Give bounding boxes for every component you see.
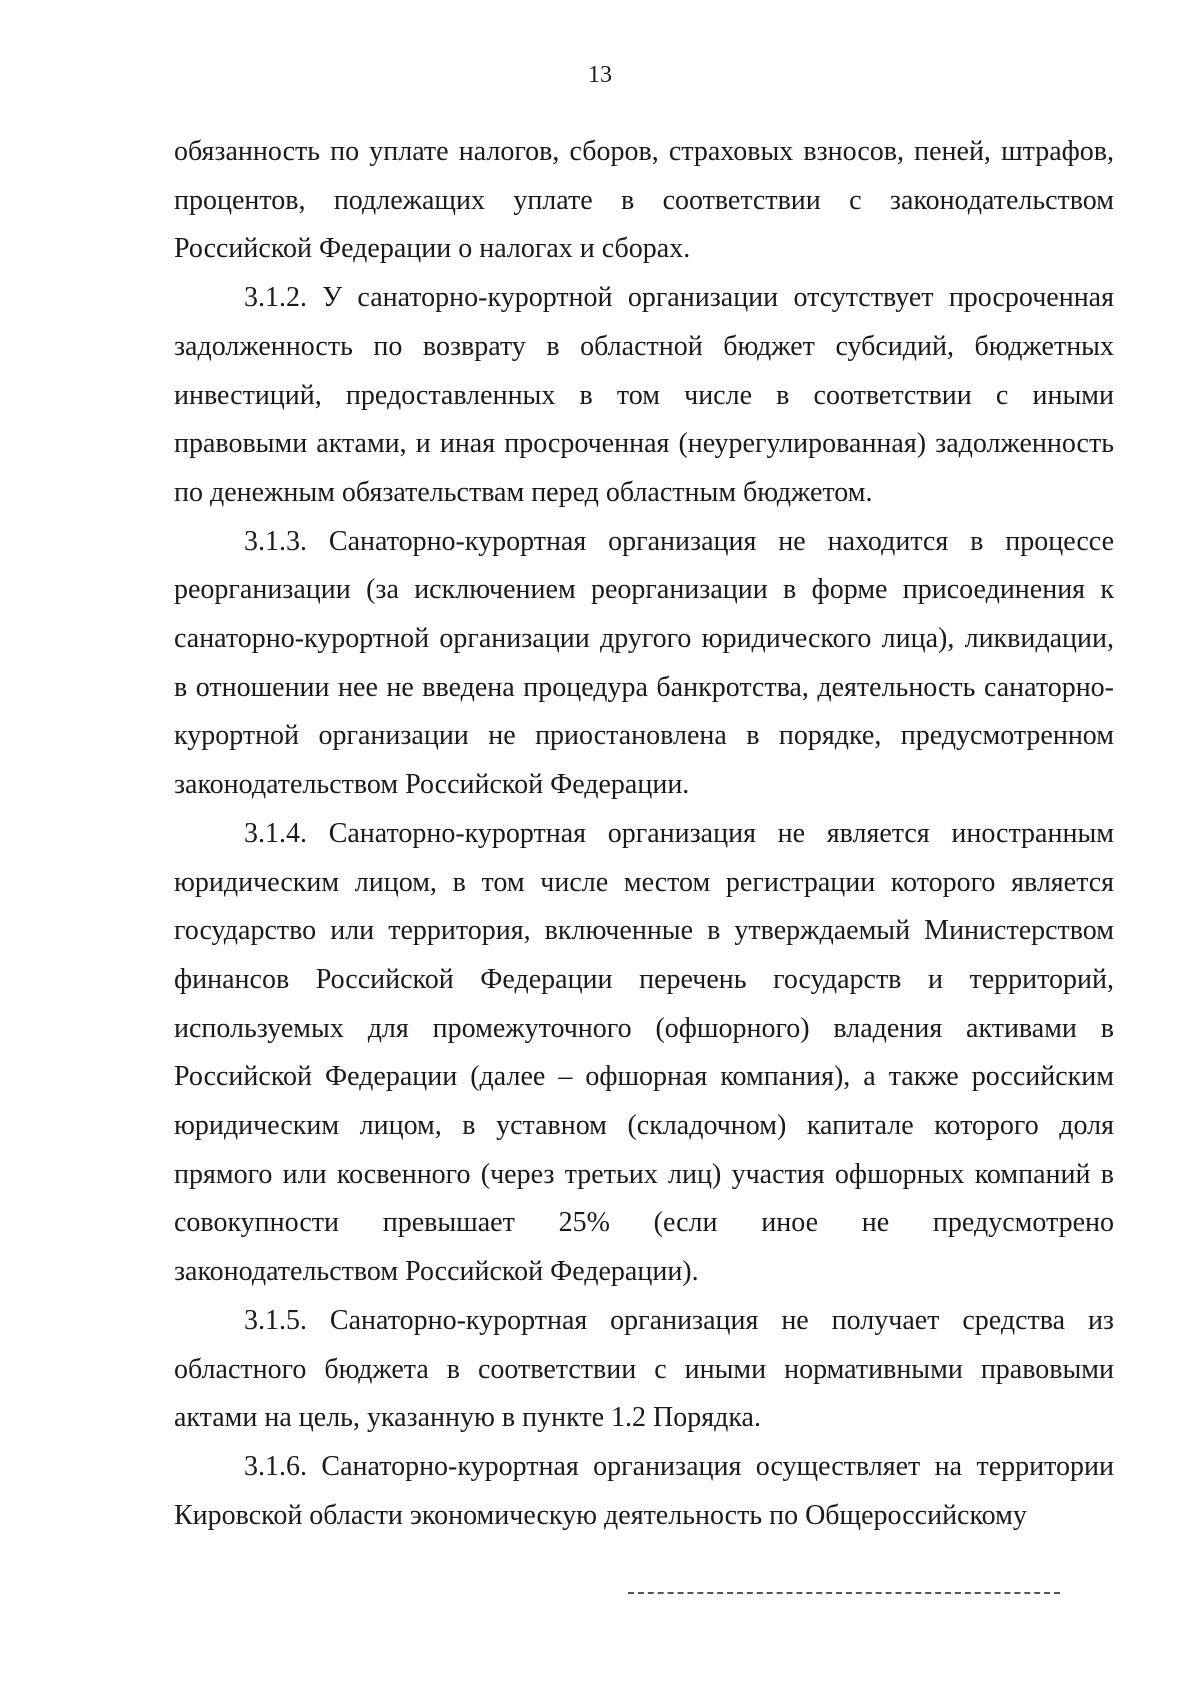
paragraph-3-1-3: 3.1.3. Санаторно-курортная организация не находится в процессе реорганизации (за исключением реорганизации в форме присоединения к санаторно-курортной организации другого юридического лица), ликвидации, в отношении нее не введена процедура банкротства, деятельность санаторно-курортной организации не приостановлена в порядке, предусмотренном законодательством Российской Федерации. bbox=[174, 525, 1114, 801]
paragraph-3-1-6: 3.1.6. Санаторно-курортная организация осуществляет на территории Кировской области экономическую деятельность по Общероссийскому bbox=[174, 1450, 1114, 1531]
paragraph-continuation: обязанность по уплате налогов, сборов, страховых взносов, пеней, штрафов, процентов, подлежащих уплате в соответствии с законодательством Российской Федерации о налогах и сборах. bbox=[174, 136, 1114, 265]
paragraph-3-1-4: 3.1.4. Санаторно-курортная организация не является иностранным юридическим лицом, в том числе местом регистрации которого является государство или территория, включенные в утверждаемый Министерством финансов Российской Федерации перечень государств и территорий, используемых для промежуточного (офшорного) владения активами в Российской Федерации (далее – офшорная компания), а также российским юридическим лицом, в уставном (складочном) капитале которого доля прямого или косвенного (через третьих лиц) участия офшорных компаний в совокупности превышает 25% (если иное не предусмотрено законодательством Российской Федерации). bbox=[174, 817, 1114, 1288]
paragraph-3-1-2: 3.1.2. У санаторно-курортной организации отсутствует просроченная задолженность по возврату в областной бюджет субсидий, бюджетных инвестиций, предоставленных в том числе в соответствии с иными правовыми актами, и иная просроченная (неурегулированная) задолженность по денежным обязательствам перед областным бюджетом. bbox=[174, 282, 1114, 508]
footer-divider bbox=[628, 1592, 1060, 1594]
document-body bbox=[174, 128, 1114, 1540]
page-number: 13 bbox=[588, 62, 612, 88]
paragraph-3-1-5: 3.1.5. Санаторно-курортная организация не получает средства из областного бюджета в соответствии с иными нормативными правовыми актами на цель, указанную в пункте 1.2 Порядка. bbox=[174, 1304, 1114, 1434]
